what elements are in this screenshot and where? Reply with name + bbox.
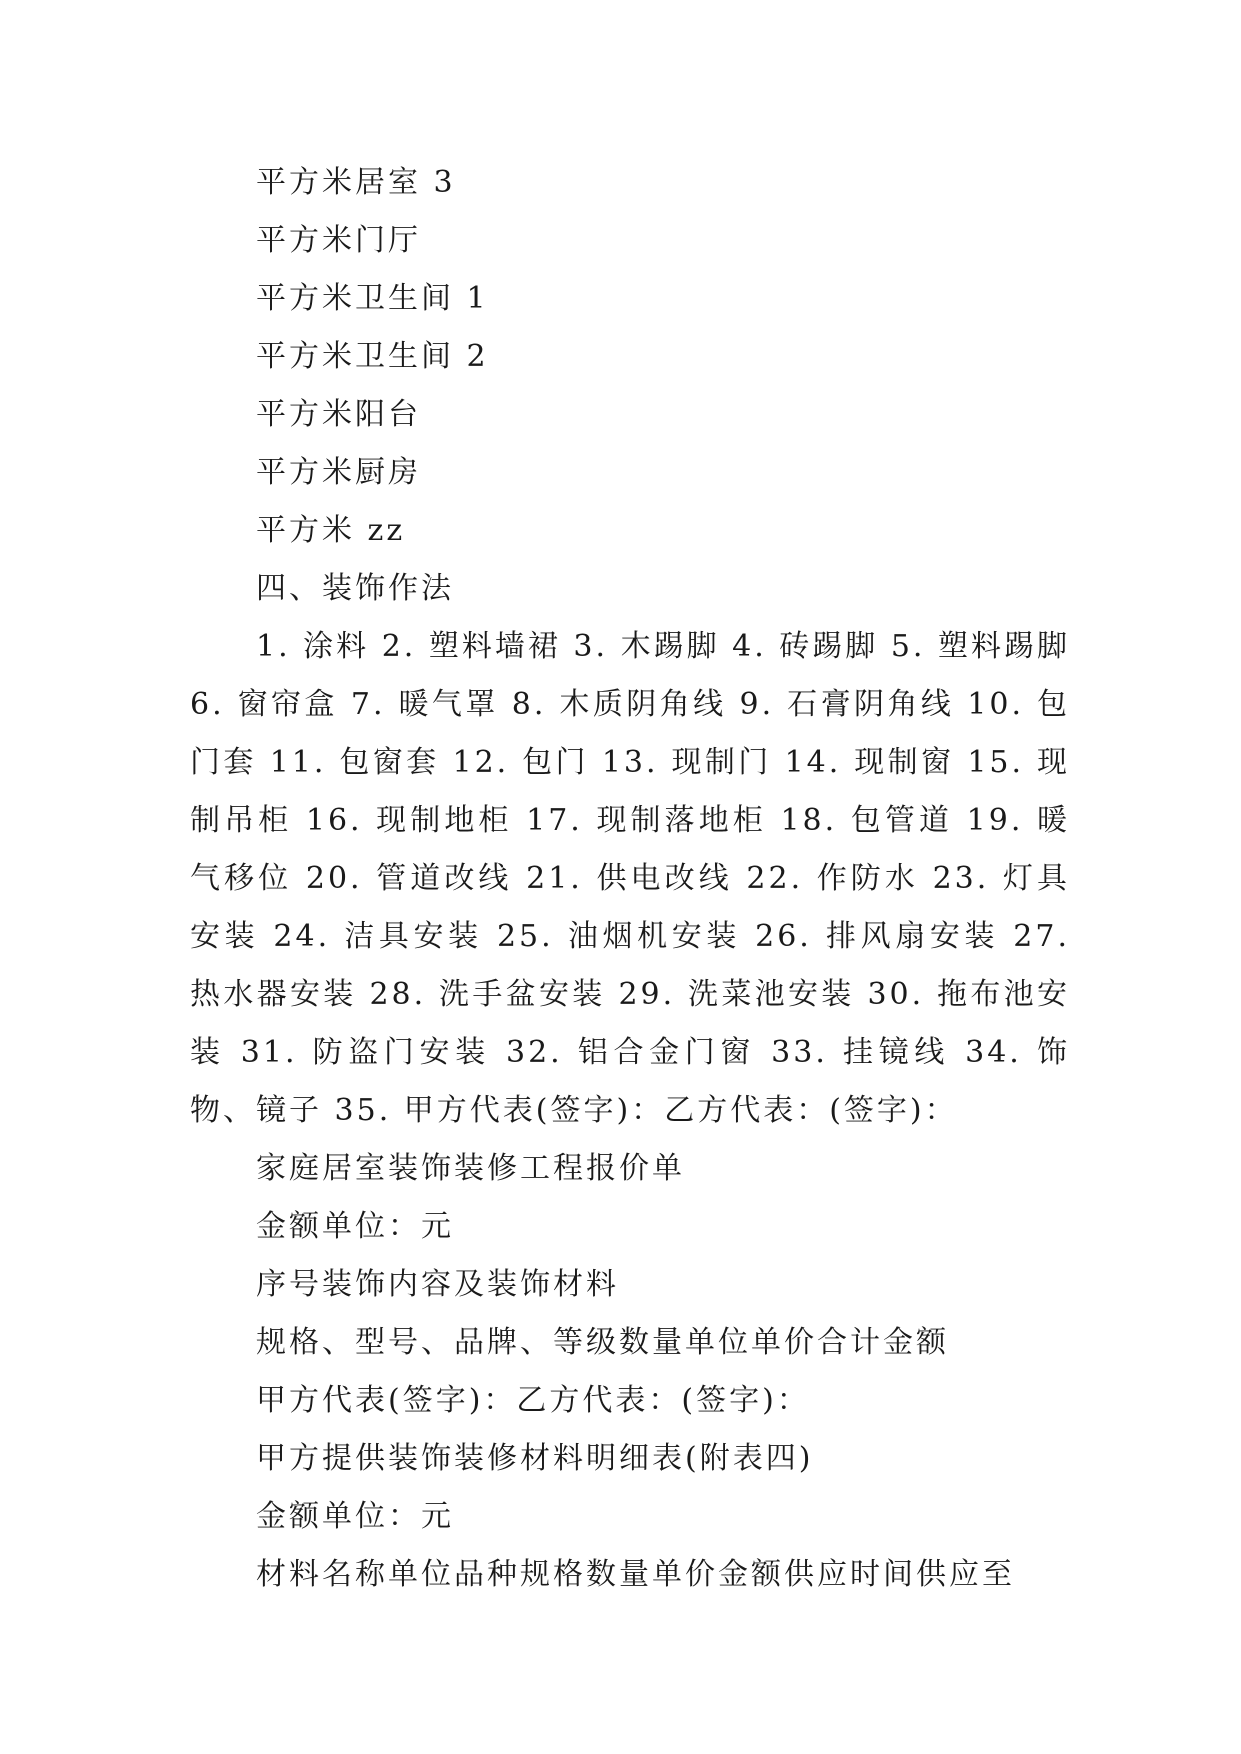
text-line: 平方米卫生间 1 bbox=[256, 281, 489, 316]
quote-title: 家庭居室装饰装修工程报价单 bbox=[256, 1151, 685, 1186]
document-body bbox=[190, 154, 1070, 1604]
text-line: 序号装饰内容及装饰材料 bbox=[256, 1267, 619, 1302]
signature-line: 甲方代表(签字)：乙方代表：(签字)： bbox=[256, 1383, 810, 1418]
text-line: 平方米卫生间 2 bbox=[256, 339, 489, 374]
materials-table-title: 甲方提供装饰装修材料明细表(附表四) bbox=[256, 1441, 814, 1476]
text-line: 金额单位：元 bbox=[256, 1209, 454, 1244]
text-line: 金额单位：元 bbox=[256, 1499, 454, 1534]
text-line: 平方米门厅 bbox=[256, 223, 421, 258]
section-heading: 四、装饰作法 bbox=[256, 571, 454, 606]
text-line: 平方米居室 3 bbox=[256, 165, 456, 200]
text-line: 平方米阳台 bbox=[256, 397, 421, 432]
text-line: 平方米 zz bbox=[256, 513, 406, 548]
decoration-items-paragraph: 1. 涂料 2. 塑料墙裙 3. 木踢脚 4. 砖踢脚 5. 塑料踢脚 6. 窗帘盒 7. 暖气罩 8. 木质阴角线 9. 石膏阴角线 10. 包门套 11. 包窗套 12. 包门 13. 现制门 14. 现制窗 15. 现制吊柜 16. 现制地柜 17. 现制落地柜 18. 包管道 19. 暖气移位 20. 管道改线 21. 供电改线 22. 作防水 23. 灯具安装 24. 洁具安装 25. 油烟机安装 26. 排风扇安装 27. 热水器安装 28. 洗手盆安装 29. 洗菜池安装 30. 拖布池安装 31. 防盗门安装 32. 铝合金门窗 33. 挂镜线 34. 饰物、镜子 35. 甲方代表(签字)：乙方代表：(签字)： bbox=[190, 629, 1070, 1128]
text-line: 材料名称单位品种规格数量单价金额供应时间供应至 bbox=[256, 1557, 1015, 1592]
text-line: 平方米厨房 bbox=[256, 455, 421, 490]
text-line: 规格、型号、品牌、等级数量单位单价合计金额 bbox=[256, 1325, 949, 1360]
